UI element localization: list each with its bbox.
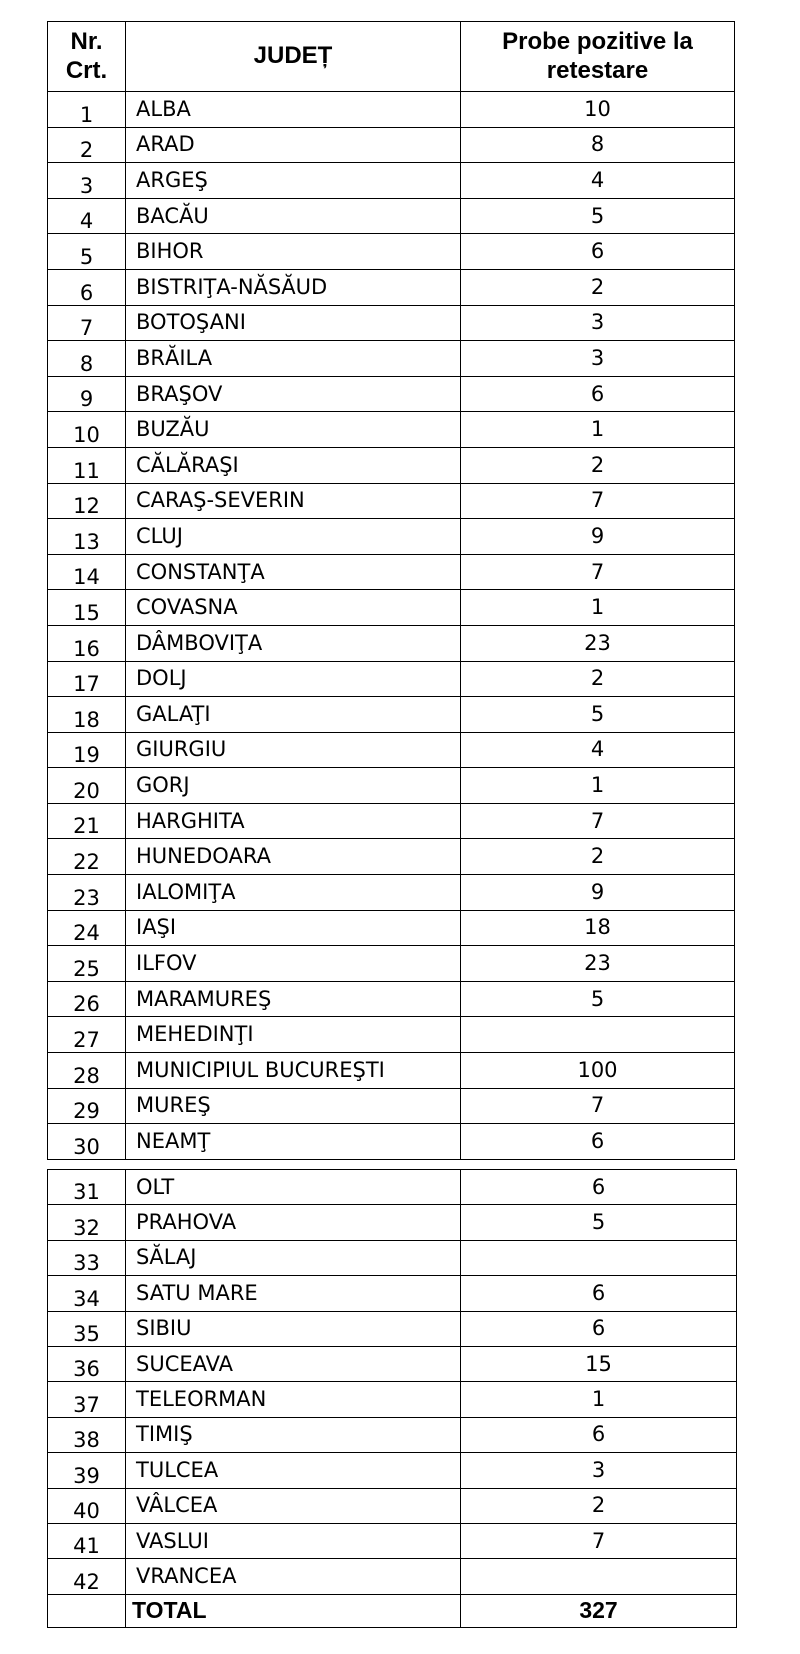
table-row	[48, 1170, 737, 1205]
header-judet: JUDEȚ	[126, 22, 461, 92]
county-name-cell: HARGHITA	[126, 803, 461, 839]
table-row	[48, 483, 735, 519]
county-name-cell: BACĂU	[126, 198, 461, 234]
county-name-cell: NEAMŢ	[126, 1124, 461, 1160]
county-name-cell: ARGEŞ	[126, 163, 461, 199]
table-row	[48, 92, 735, 128]
row-number-cell: 17	[48, 661, 126, 697]
table-row	[48, 1240, 737, 1275]
county-name-cell: HUNEDOARA	[126, 839, 461, 875]
county-name-cell: IAŞI	[126, 910, 461, 946]
row-number-cell: 16	[48, 625, 126, 661]
positive-samples-cell: 6	[461, 1311, 737, 1346]
row-number-cell: 28	[48, 1053, 126, 1089]
row-number-cell: 41	[48, 1523, 126, 1558]
positive-samples-cell: 6	[461, 234, 735, 270]
positive-samples-cell	[461, 1240, 737, 1275]
positive-samples-cell: 9	[461, 519, 735, 555]
positive-samples-cell	[461, 1559, 737, 1594]
header-nr-crt	[48, 22, 126, 92]
table-row	[48, 554, 735, 590]
table-body-part-2	[48, 1170, 737, 1595]
table-row	[48, 269, 735, 305]
row-number-cell: 37	[48, 1382, 126, 1417]
county-name-cell: BISTRIŢA-NĂSĂUD	[126, 269, 461, 305]
positive-samples-cell: 10	[461, 92, 735, 128]
county-name-cell: VRANCEA	[126, 1559, 461, 1594]
positive-samples-cell: 2	[461, 1488, 737, 1523]
positive-samples-cell: 7	[461, 803, 735, 839]
positive-samples-cell	[461, 1017, 735, 1053]
positive-samples-cell: 1	[461, 1382, 737, 1417]
positive-samples-cell: 1	[461, 590, 735, 626]
positive-samples-cell: 4	[461, 732, 735, 768]
table-row	[48, 1346, 737, 1381]
county-name-cell: ALBA	[126, 92, 461, 128]
positive-samples-cell: 100	[461, 1053, 735, 1089]
row-number-cell: 11	[48, 447, 126, 483]
positive-samples-cell: 2	[461, 661, 735, 697]
table-row	[48, 447, 735, 483]
row-number-cell: 9	[48, 376, 126, 412]
header-probe-pozitive	[461, 22, 735, 92]
county-name-cell: VASLUI	[126, 1523, 461, 1558]
row-number-cell: 30	[48, 1124, 126, 1160]
county-name-cell: OLT	[126, 1170, 461, 1205]
table-row	[48, 1488, 737, 1523]
positive-samples-cell: 5	[461, 697, 735, 733]
row-number-cell: 29	[48, 1088, 126, 1124]
county-name-cell: SUCEAVA	[126, 1346, 461, 1381]
county-name-cell: MARAMUREŞ	[126, 981, 461, 1017]
positive-samples-cell: 7	[461, 554, 735, 590]
positive-samples-cell: 1	[461, 768, 735, 804]
table-row	[48, 1311, 737, 1346]
table-row	[48, 305, 735, 341]
row-number-cell: 22	[48, 839, 126, 875]
table-row	[48, 946, 735, 982]
table-row	[48, 341, 735, 377]
table-row	[48, 234, 735, 270]
table-row	[48, 1382, 737, 1417]
positive-samples-cell: 5	[461, 198, 735, 234]
county-name-cell: DOLJ	[126, 661, 461, 697]
positive-samples-cell: 6	[461, 1170, 737, 1205]
row-number-cell: 26	[48, 981, 126, 1017]
county-name-cell: BRAŞOV	[126, 376, 461, 412]
row-number-cell: 31	[48, 1170, 126, 1205]
row-number-cell: 7	[48, 305, 126, 341]
county-name-cell: SATU MARE	[126, 1276, 461, 1311]
row-number-cell: 15	[48, 590, 126, 626]
table-body-part-1	[48, 92, 735, 1160]
header-probe-pozitive-label: Probe pozitive la retestare	[502, 27, 693, 84]
positive-samples-cell: 3	[461, 305, 735, 341]
positive-samples-cell: 5	[461, 1205, 737, 1240]
table-row	[48, 1124, 735, 1160]
county-name-cell: MEHEDINŢI	[126, 1017, 461, 1053]
row-number-cell: 42	[48, 1559, 126, 1594]
header-nr-crt-label: Nr. Crt.	[65, 27, 108, 84]
table-row	[48, 1559, 737, 1594]
table-row	[48, 1017, 735, 1053]
positive-samples-cell: 3	[461, 341, 735, 377]
row-number-cell: 18	[48, 697, 126, 733]
table-row	[48, 1205, 737, 1240]
table-row	[48, 839, 735, 875]
table-row	[48, 1523, 737, 1558]
county-name-cell: TELEORMAN	[126, 1382, 461, 1417]
county-name-cell: CĂLĂRAŞI	[126, 447, 461, 483]
positive-samples-cell: 23	[461, 946, 735, 982]
county-name-cell: GORJ	[126, 768, 461, 804]
table-row	[48, 697, 735, 733]
table-row	[48, 981, 735, 1017]
county-name-cell: IALOMIŢA	[126, 875, 461, 911]
table-row	[48, 768, 735, 804]
county-name-cell: BIHOR	[126, 234, 461, 270]
table-row	[48, 412, 735, 448]
table-row	[48, 590, 735, 626]
positive-samples-cell: 9	[461, 875, 735, 911]
county-name-cell: CARAŞ-SEVERIN	[126, 483, 461, 519]
positive-samples-cell: 8	[461, 127, 735, 163]
county-name-cell: MUNICIPIUL BUCUREŞTI	[126, 1053, 461, 1089]
table-row	[48, 198, 735, 234]
county-name-cell: DÂMBOVIŢA	[126, 625, 461, 661]
row-number-cell: 1	[48, 92, 126, 128]
county-name-cell: COVASNA	[126, 590, 461, 626]
row-number-cell: 36	[48, 1346, 126, 1381]
county-name-cell: ARAD	[126, 127, 461, 163]
county-name-cell: SIBIU	[126, 1311, 461, 1346]
total-nr-cell	[48, 1594, 126, 1627]
row-number-cell: 33	[48, 1240, 126, 1275]
positive-samples-cell: 23	[461, 625, 735, 661]
positive-samples-cell: 6	[461, 376, 735, 412]
county-name-cell: TIMIŞ	[126, 1417, 461, 1452]
positive-samples-cell: 15	[461, 1346, 737, 1381]
positive-samples-cell: 2	[461, 839, 735, 875]
row-number-cell: 5	[48, 234, 126, 270]
table-row	[48, 625, 735, 661]
row-number-cell: 14	[48, 554, 126, 590]
table-row	[48, 803, 735, 839]
row-number-cell: 21	[48, 803, 126, 839]
positive-samples-cell: 7	[461, 1523, 737, 1558]
row-number-cell: 20	[48, 768, 126, 804]
table-row	[48, 127, 735, 163]
positive-samples-cell: 6	[461, 1276, 737, 1311]
county-name-cell: ILFOV	[126, 946, 461, 982]
table-row	[48, 1053, 735, 1089]
row-number-cell: 24	[48, 910, 126, 946]
county-name-cell: GIURGIU	[126, 732, 461, 768]
row-number-cell: 39	[48, 1453, 126, 1488]
county-name-cell: TULCEA	[126, 1453, 461, 1488]
row-number-cell: 6	[48, 269, 126, 305]
results-table-part-2	[47, 1169, 737, 1628]
row-number-cell: 4	[48, 198, 126, 234]
row-number-cell: 10	[48, 412, 126, 448]
table-row	[48, 732, 735, 768]
row-number-cell: 8	[48, 341, 126, 377]
row-number-cell: 23	[48, 875, 126, 911]
table-row	[48, 1453, 737, 1488]
positive-samples-cell: 7	[461, 483, 735, 519]
table-row	[48, 1088, 735, 1124]
table-row	[48, 519, 735, 555]
county-name-cell: BUZĂU	[126, 412, 461, 448]
county-name-cell: VÂLCEA	[126, 1488, 461, 1523]
positive-samples-cell: 1	[461, 412, 735, 448]
table-row	[48, 376, 735, 412]
county-name-cell: CLUJ	[126, 519, 461, 555]
county-name-cell: MUREŞ	[126, 1088, 461, 1124]
row-number-cell: 3	[48, 163, 126, 199]
positive-samples-cell: 3	[461, 1453, 737, 1488]
total-label: TOTAL	[126, 1594, 461, 1627]
county-name-cell: BRĂILA	[126, 341, 461, 377]
total-value: 327	[461, 1594, 737, 1627]
row-number-cell: 25	[48, 946, 126, 982]
row-number-cell: 35	[48, 1311, 126, 1346]
table-row	[48, 1276, 737, 1311]
positive-samples-cell: 4	[461, 163, 735, 199]
county-name-cell: SĂLAJ	[126, 1240, 461, 1275]
row-number-cell: 32	[48, 1205, 126, 1240]
row-number-cell: 12	[48, 483, 126, 519]
positive-samples-cell: 18	[461, 910, 735, 946]
row-number-cell: 38	[48, 1417, 126, 1452]
total-row	[48, 1594, 737, 1627]
table-row	[48, 163, 735, 199]
county-name-cell: CONSTANŢA	[126, 554, 461, 590]
row-number-cell: 19	[48, 732, 126, 768]
table-row	[48, 1417, 737, 1452]
positive-samples-cell: 7	[461, 1088, 735, 1124]
table-row	[48, 661, 735, 697]
row-number-cell: 2	[48, 127, 126, 163]
positive-samples-cell: 6	[461, 1417, 737, 1452]
positive-samples-cell: 2	[461, 447, 735, 483]
results-table-part-1	[47, 21, 735, 1160]
positive-samples-cell: 2	[461, 269, 735, 305]
table-row	[48, 875, 735, 911]
row-number-cell: 40	[48, 1488, 126, 1523]
county-name-cell: BOTOŞANI	[126, 305, 461, 341]
row-number-cell: 13	[48, 519, 126, 555]
row-number-cell: 27	[48, 1017, 126, 1053]
positive-samples-cell: 6	[461, 1124, 735, 1160]
row-number-cell: 34	[48, 1276, 126, 1311]
positive-samples-cell: 5	[461, 981, 735, 1017]
county-name-cell: PRAHOVA	[126, 1205, 461, 1240]
county-name-cell: GALAŢI	[126, 697, 461, 733]
table-row	[48, 910, 735, 946]
table-header-row	[48, 22, 735, 92]
